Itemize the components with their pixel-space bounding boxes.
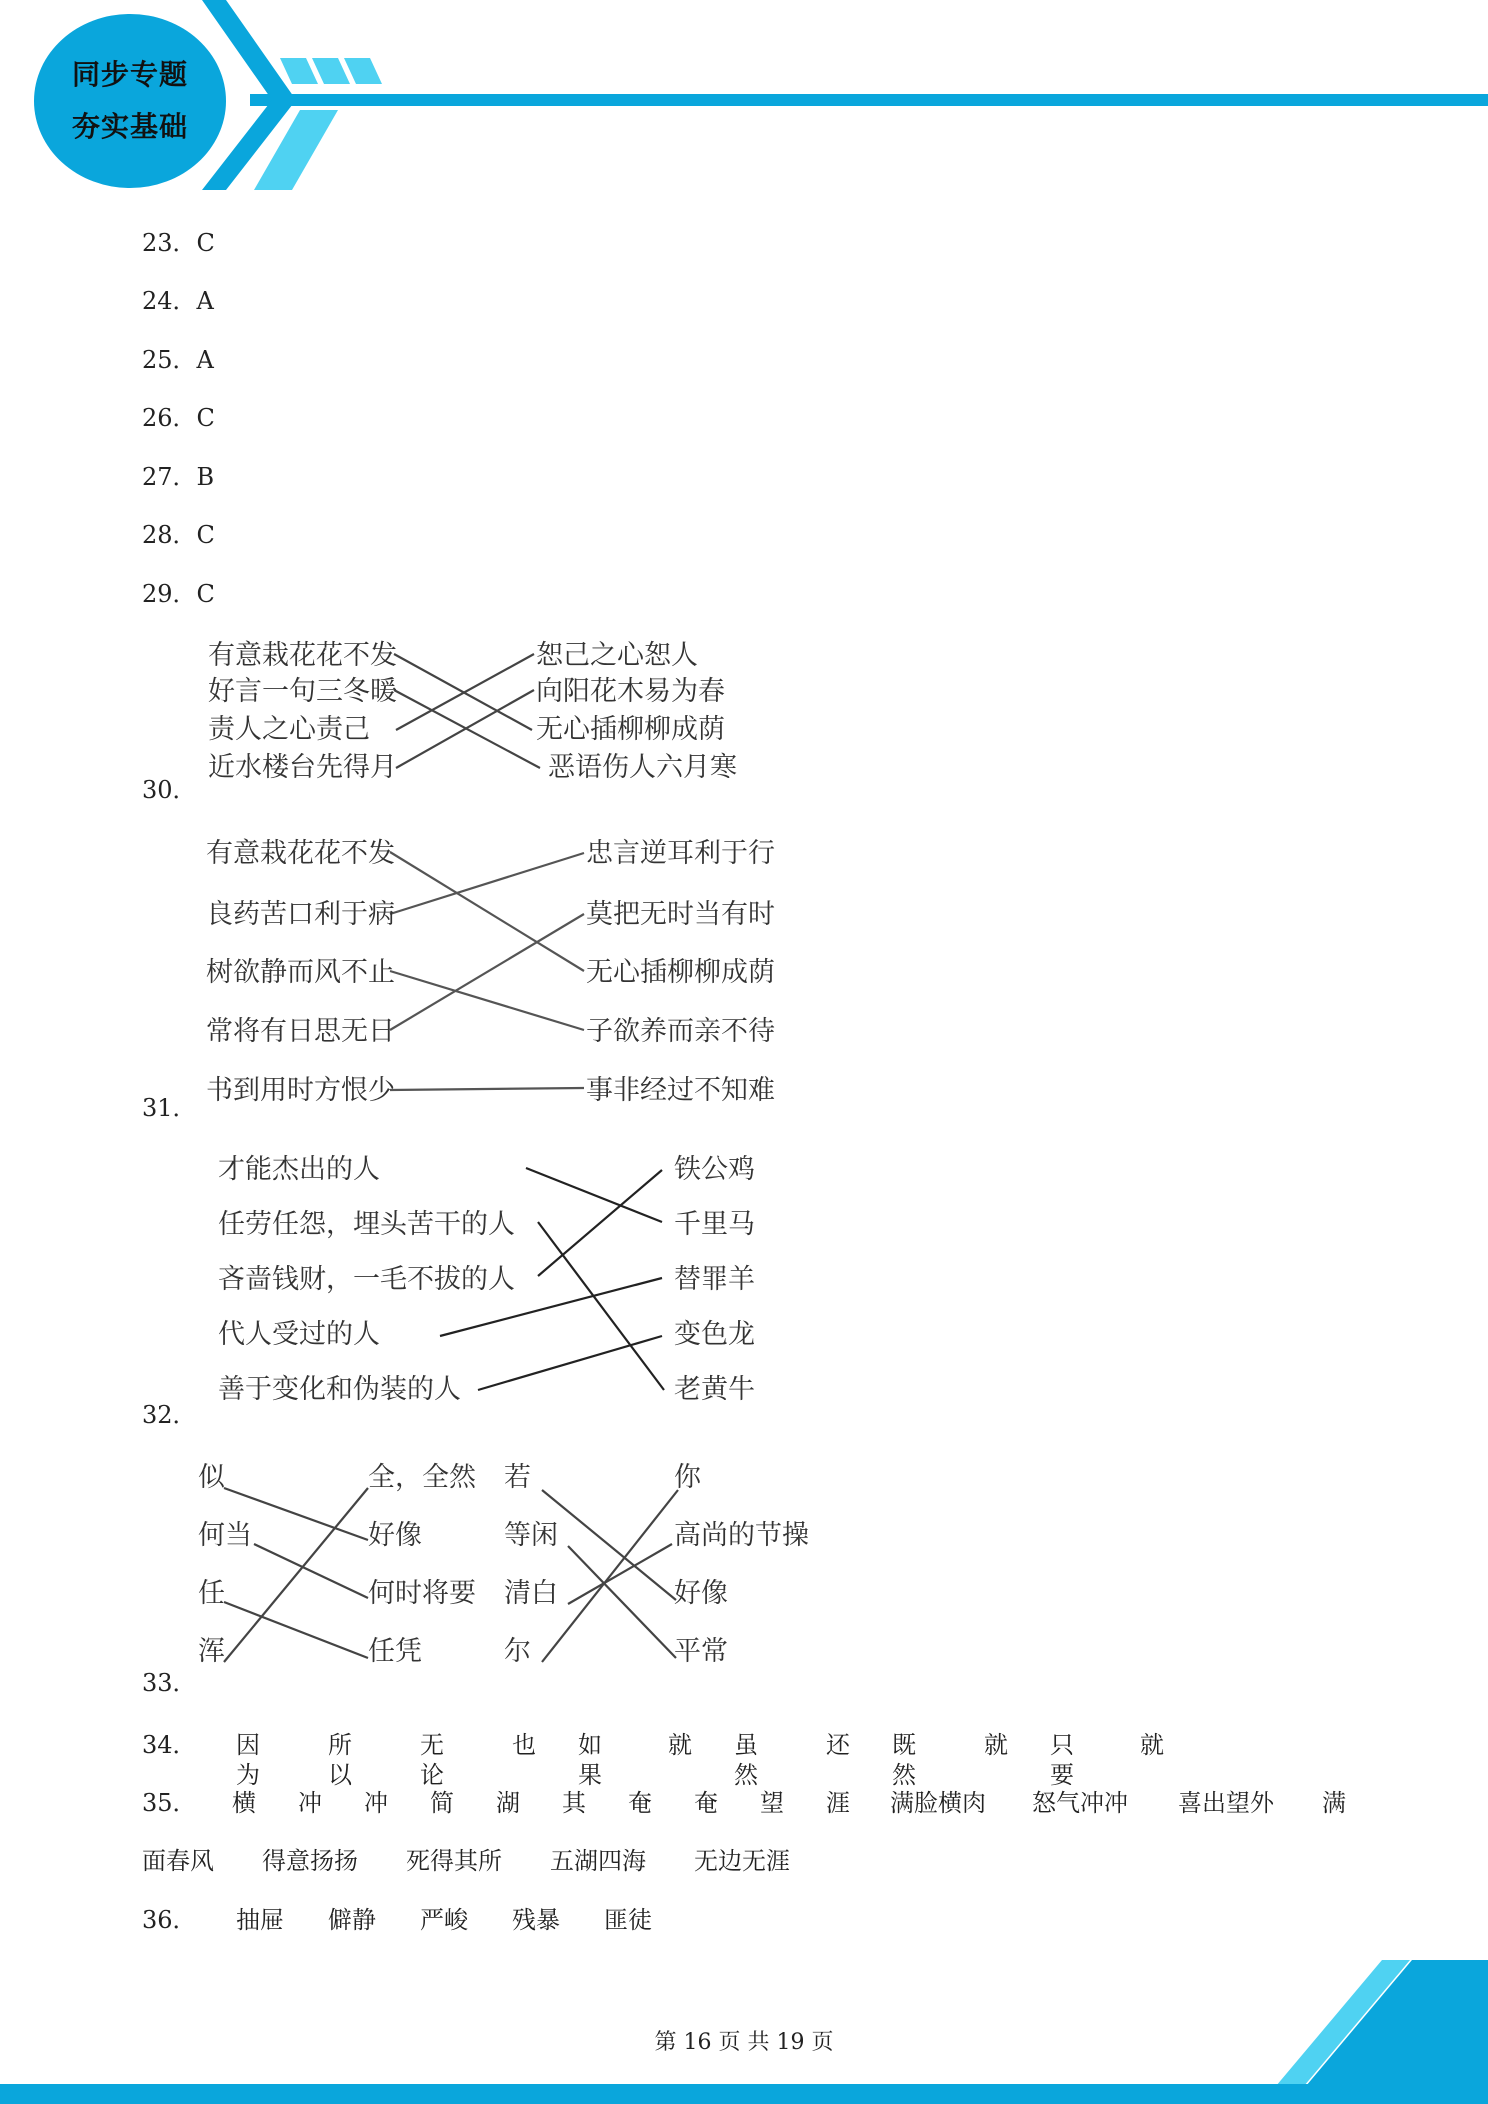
q35-word: 得意扬扬 xyxy=(262,1847,358,1875)
q30-right-4: 恶语伤人六月寒 xyxy=(548,752,737,783)
q33a-right-2: 好像 xyxy=(368,1520,422,1551)
q36-word: 僻静 xyxy=(328,1906,376,1934)
answer-28: 28．C xyxy=(142,521,215,549)
q36-word: 抽屉 xyxy=(236,1906,284,1934)
q31-left-3: 树欲静而风不止 xyxy=(206,957,395,988)
q31-right-1: 忠言逆耳利于行 xyxy=(586,838,775,869)
header-slash-2 xyxy=(312,58,350,84)
q30-left-4: 近水楼台先得月 xyxy=(208,752,397,783)
answer-26: 26．C xyxy=(142,404,215,432)
q36-word: 匪徒 xyxy=(604,1906,652,1934)
q30-number: 30． xyxy=(142,776,197,804)
q33b-left-1: 若 xyxy=(504,1462,531,1493)
q31-right-3: 无心插柳柳成荫 xyxy=(586,957,775,988)
q32-number: 32． xyxy=(142,1401,197,1429)
q33b-left-3: 清白 xyxy=(504,1578,558,1609)
q36-number: 36． xyxy=(142,1906,197,1934)
q31-number: 31． xyxy=(142,1094,197,1122)
q32-right-2: 千里马 xyxy=(674,1209,755,1240)
badge-line-2: 夯实基础 xyxy=(71,110,188,143)
q32-right-5: 老黄牛 xyxy=(674,1374,755,1405)
q30-right-2: 向阳花木易为春 xyxy=(536,676,725,707)
q35-word: 涯 xyxy=(826,1789,850,1817)
q33b-left-2: 等闲 xyxy=(504,1520,558,1551)
q33b-right-2: 高尚的节操 xyxy=(674,1520,809,1551)
q33a-right-3: 何时将要 xyxy=(368,1578,476,1609)
q35-word: 面春风 xyxy=(142,1847,214,1875)
q34-word: 虽然 xyxy=(734,1731,758,1789)
q33a-line-3 xyxy=(224,1602,368,1658)
q31-right-5: 事非经过不知难 xyxy=(586,1075,775,1106)
q33b-line-1 xyxy=(542,1490,676,1600)
q34-word: 就 xyxy=(668,1731,692,1759)
answer-23: 23．C xyxy=(142,229,215,257)
q35-word: 奄 xyxy=(628,1789,652,1817)
q32-left-1: 才能杰出的人 xyxy=(218,1154,380,1185)
q35-word: 喜出望外 xyxy=(1178,1789,1274,1817)
header-slash-1 xyxy=(280,58,318,84)
q35-word: 简 xyxy=(430,1789,454,1817)
q31-left-4: 常将有日思无日 xyxy=(206,1016,395,1047)
q35-word: 死得其所 xyxy=(406,1847,502,1875)
q33-matching xyxy=(190,1458,830,1688)
q34-number: 34． xyxy=(142,1731,197,1759)
q30-left-2: 好言一句三冬暖 xyxy=(208,676,397,707)
q33b-line-4 xyxy=(542,1490,678,1662)
q32-left-3: 吝啬钱财，一毛不拔的人 xyxy=(218,1264,515,1295)
q34-word: 还 xyxy=(826,1731,850,1759)
q33a-left-1: 似 xyxy=(198,1462,225,1493)
q35-word: 无边无涯 xyxy=(694,1847,790,1875)
q35-word: 望 xyxy=(760,1789,784,1817)
q35-word: 湖 xyxy=(496,1789,520,1817)
q33a-left-2: 何当 xyxy=(198,1520,252,1551)
q33b-right-1: 你 xyxy=(674,1462,701,1493)
q33b-right-3: 好像 xyxy=(674,1578,728,1609)
q32-right-4: 变色龙 xyxy=(674,1319,755,1350)
answer-29: 29．C xyxy=(142,580,215,608)
q35-number: 35． xyxy=(142,1789,197,1817)
q32-left-4: 代人受过的人 xyxy=(218,1319,380,1350)
q33a-left-3: 任 xyxy=(198,1578,225,1609)
q31-matching xyxy=(200,826,800,1116)
q32-line-1 xyxy=(526,1168,662,1222)
q34-word: 也 xyxy=(512,1731,536,1759)
q31-left-2: 良药苦口利于病 xyxy=(206,899,395,930)
q30-left-1: 有意栽花花不发 xyxy=(208,640,397,671)
q34-word: 既然 xyxy=(892,1731,916,1789)
q32-matching xyxy=(200,1140,800,1420)
q34-word: 因为 xyxy=(236,1731,260,1789)
q34-word: 只要 xyxy=(1050,1731,1074,1789)
q30-right-3: 无心插柳柳成荫 xyxy=(536,714,725,745)
q33b-left-4: 尔 xyxy=(504,1636,531,1667)
q31-line-2 xyxy=(390,853,584,914)
q33b-line-2 xyxy=(568,1546,676,1658)
page-number: 第 16 页 共 19 页 xyxy=(654,2030,834,2055)
q34-word: 如果 xyxy=(578,1731,602,1789)
q30-right-1: 恕己之心恕人 xyxy=(536,640,698,671)
q35-word: 怒气冲冲 xyxy=(1032,1789,1128,1817)
q34-word: 所以 xyxy=(328,1731,352,1789)
answer-25: 25．A xyxy=(142,346,214,374)
q36-word: 严峻 xyxy=(420,1906,468,1934)
answer-24: 24．A xyxy=(142,287,214,315)
footer-banner xyxy=(0,1950,1488,2104)
q31-left-5: 书到用时方恨少 xyxy=(206,1075,395,1106)
q34-word: 就 xyxy=(984,1731,1008,1759)
q31-left-1: 有意栽花花不发 xyxy=(206,838,395,869)
q33b-right-4: 平常 xyxy=(674,1636,728,1667)
q31-line-1 xyxy=(390,852,584,971)
header-line xyxy=(250,94,1488,106)
q35-word: 冲 xyxy=(298,1789,322,1817)
q34-word: 无论 xyxy=(420,1731,444,1789)
q32-right-3: 替罪羊 xyxy=(674,1264,755,1295)
q31-right-2: 莫把无时当有时 xyxy=(586,899,775,930)
answer-27: 27．B xyxy=(142,463,215,491)
q35-word: 冲 xyxy=(364,1789,388,1817)
q36-word: 残暴 xyxy=(512,1906,560,1934)
q31-line-3 xyxy=(390,971,584,1030)
q35-word: 满脸横肉 xyxy=(890,1789,986,1817)
q31-line-5 xyxy=(390,1088,584,1090)
q32-line-5 xyxy=(478,1336,662,1390)
q33a-right-1: 全，全然 xyxy=(368,1462,476,1493)
q35-word: 满 xyxy=(1322,1789,1346,1817)
q33a-line-2 xyxy=(254,1544,368,1598)
q35-word: 其 xyxy=(562,1789,586,1817)
header-slash-3 xyxy=(344,58,382,84)
q32-left-5: 善于变化和伪装的人 xyxy=(218,1374,461,1405)
q35-word: 奄 xyxy=(694,1789,718,1817)
q32-left-2: 任劳任怨，埋头苦干的人 xyxy=(218,1209,515,1240)
q31-line-4 xyxy=(390,914,584,1030)
header-badge xyxy=(34,14,226,188)
q35-word: 横 xyxy=(232,1789,256,1817)
badge-line-1: 同步专题 xyxy=(71,58,188,91)
footer-line xyxy=(0,2084,1488,2104)
q35-word: 五湖四海 xyxy=(550,1847,646,1875)
q33a-left-4: 浑 xyxy=(198,1636,225,1667)
q30-matching xyxy=(200,630,760,790)
q32-right-1: 铁公鸡 xyxy=(674,1154,755,1185)
q34-word: 就 xyxy=(1140,1731,1164,1759)
q31-right-4: 子欲养而亲不待 xyxy=(586,1016,775,1047)
q30-left-3: 责人之心责己 xyxy=(208,714,370,745)
q32-line-3 xyxy=(538,1170,662,1276)
q33a-right-4: 任凭 xyxy=(368,1636,422,1667)
q33-number: 33． xyxy=(142,1669,197,1697)
